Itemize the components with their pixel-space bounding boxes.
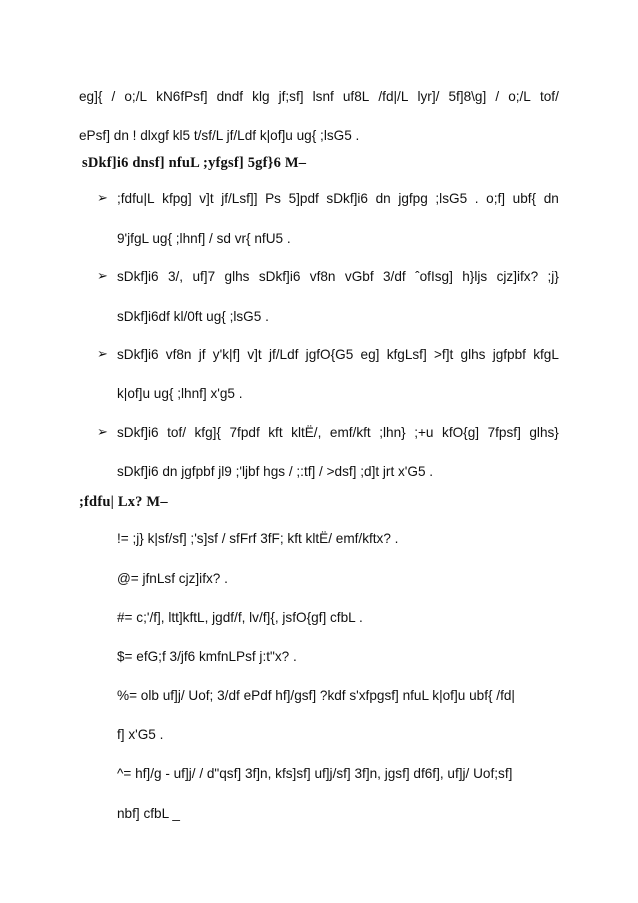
- word: jgfpg: [398, 191, 428, 206]
- bullet-4-line-2: sDkf]i6 dn jgfpbf jl9 ;'ljbf hgs / ;:tf] / >dsf] ;d]t jrt x'G5 .: [117, 464, 434, 479]
- word: sDkf]i6: [117, 347, 159, 362]
- word: /: [495, 89, 500, 104]
- list-item: #= c;'/f], ltt]kftL, jgdf/f, lv/f]{, jsfO{gf] cfbL .: [117, 610, 363, 625]
- word: kfgLsf]: [386, 347, 427, 362]
- word: kfg]{: [194, 425, 221, 440]
- word: Ps: [265, 191, 281, 206]
- bullet-4-line-1: [117, 424, 559, 442]
- arrow-bullet-icon: ➢: [97, 425, 108, 440]
- word: eg]{: [79, 89, 103, 104]
- word: >f]t: [433, 347, 454, 362]
- word: 7fpsf]: [487, 425, 521, 440]
- list-item: $= efG;f 3/jf6 kmfnLPsf j:t"x? .: [117, 649, 297, 664]
- word: kft: [268, 425, 283, 440]
- word: sDkf]i6: [258, 269, 301, 284]
- word: ubf{: [512, 191, 537, 206]
- word: klg: [252, 89, 270, 104]
- bullet-3-line-1: [117, 346, 559, 364]
- word: uf]7: [192, 269, 216, 284]
- bullet-1-line-1: [117, 190, 559, 208]
- word: o;f]: [486, 191, 506, 206]
- list-item: @= jfnLsf cjz]ifx? .: [117, 571, 228, 586]
- bullet-2-line-1: [117, 268, 559, 286]
- word: v]t: [199, 191, 214, 206]
- word: glhs}: [529, 425, 559, 440]
- word: uf8L: [342, 89, 370, 104]
- list-item: ^= hf]/g - uf]j/ / d"qsf] 3f]n, kfs]sf] uf]j/sf] 3f]n, jgsf] df6f], uf]j/ Uof;sf]: [117, 766, 513, 781]
- word: 3/df: [383, 269, 406, 284]
- list-item-continuation: f] x'G5 .: [117, 727, 164, 742]
- word: jf: [198, 347, 206, 362]
- word: kN6fPsf]: [156, 89, 208, 104]
- word: glhs: [224, 269, 250, 284]
- word: 7fpdf: [229, 425, 260, 440]
- intro-line-2: ePsf] dn ! dlxgf kl5 t/sf/L jf/Ldf k|of]u ug{ ;lsG5 .: [79, 128, 360, 143]
- word: jf/Lsf]]: [221, 191, 258, 206]
- word: ;j}: [547, 269, 559, 284]
- word: sDkf]i6: [326, 191, 368, 206]
- word: vf8n: [309, 269, 336, 284]
- word: h}ljs: [462, 269, 488, 284]
- word: sDkf]i6: [117, 425, 159, 440]
- list-item-continuation: nbf] cfbL _: [117, 806, 180, 821]
- word: cjz]ifx?: [496, 269, 539, 284]
- word: .: [474, 191, 479, 206]
- word: jgfpbf: [492, 347, 526, 362]
- word: o;/L: [508, 89, 531, 104]
- word: dn: [543, 191, 559, 206]
- word: ;+u: [414, 425, 434, 440]
- word: kltË/,: [291, 425, 322, 440]
- word: lyr]/: [417, 89, 440, 104]
- word: y'k|f]: [212, 347, 241, 362]
- list-item: != ;j} k|sf/sf] ;'s]sf / sfFrf 3fF; kft kltË/ emf/kftx? .: [117, 531, 399, 546]
- intro-line-1: [79, 88, 559, 106]
- word: kfO{g]: [442, 425, 480, 440]
- word: sDkf]i6: [117, 269, 159, 284]
- word: /fd|/L: [378, 89, 409, 104]
- word: jf/Ldf: [268, 347, 299, 362]
- word: dndf: [216, 89, 244, 104]
- word: kfpg]: [162, 191, 192, 206]
- word: jf;sf]: [278, 89, 304, 104]
- bullet-1-line-2: 9'jfgL ug{ ;lhnf] / sd vr{ nfU5 .: [117, 231, 291, 246]
- word: vGbf: [344, 269, 374, 284]
- word: emf/kft: [329, 425, 371, 440]
- word: kfgL: [533, 347, 559, 362]
- word: jgfO{G5: [305, 347, 354, 362]
- word: ;lsG5: [435, 191, 468, 206]
- word: lsnf: [312, 89, 334, 104]
- bullet-2-line-2: sDkf]i6df kl/0ft ug{ ;lsG5 .: [117, 309, 269, 324]
- word: 5f]8\g]: [448, 89, 487, 104]
- arrow-bullet-icon: ➢: [97, 269, 108, 284]
- word: ;lhn}: [379, 425, 406, 440]
- word: 3/,: [167, 269, 184, 284]
- section-heading-materials: ;fdfu| Lx? M–: [79, 494, 168, 510]
- list-item: %= olb uf]j/ Uof; 3/df ePdf hf]/gsf] ?kdf s'xfpgsf] nfuL k|of]u ubf{ /fd|: [117, 688, 515, 703]
- word: eg]: [360, 347, 380, 362]
- word: tof/: [167, 425, 186, 440]
- word: tof/: [539, 89, 559, 104]
- word: vf8n: [165, 347, 192, 362]
- bullet-3-line-2: k|of]u ug{ ;lhnf] x'g5 .: [117, 386, 243, 401]
- word: ;fdfu|L: [117, 191, 155, 206]
- arrow-bullet-icon: ➢: [97, 347, 108, 362]
- word: dn: [375, 191, 391, 206]
- word: o;/L: [124, 89, 148, 104]
- word: v]t: [247, 347, 262, 362]
- word: /: [111, 89, 116, 104]
- section-heading-compost-site: sDkf]i6 dnsf] nfuL ;yfgsf] 5gf}6 M–: [82, 155, 307, 171]
- word: glhs: [460, 347, 486, 362]
- arrow-bullet-icon: ➢: [97, 191, 108, 206]
- word: ˆofIsg]: [415, 269, 453, 284]
- word: 5]pdf: [288, 191, 319, 206]
